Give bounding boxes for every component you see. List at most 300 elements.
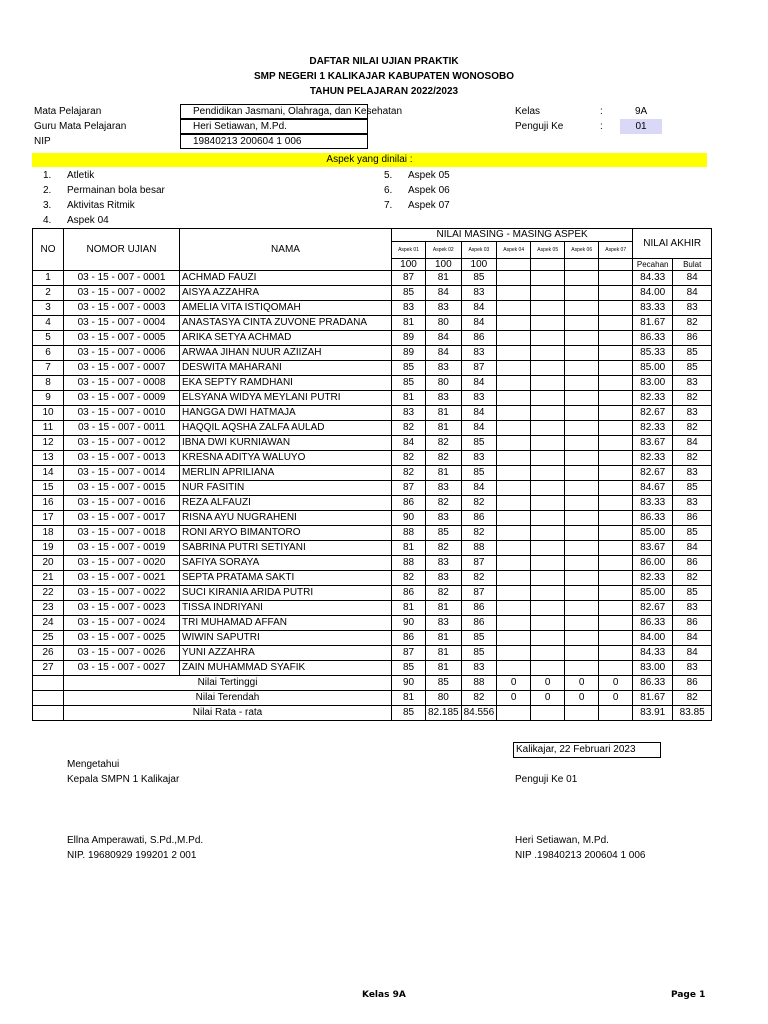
cell-aspek-01: 81 <box>392 691 426 706</box>
cell-nomor-ujian: 03 - 15 - 007 - 0005 <box>64 331 180 346</box>
cell-aspek-07 <box>599 286 633 301</box>
cell-aspek-03: 83 <box>461 661 497 676</box>
cell-aspek-04 <box>497 391 531 406</box>
cell-aspek-04 <box>497 316 531 331</box>
table-row <box>33 391 712 406</box>
table-row <box>33 406 712 421</box>
cell-aspek-06 <box>565 286 599 301</box>
cell-pecahan: 83.67 <box>633 541 673 556</box>
cell-nomor-ujian: 03 - 15 - 007 - 0027 <box>64 661 180 676</box>
cell-aspek-07 <box>599 301 633 316</box>
cell-bulat: 82 <box>673 451 712 466</box>
cell-aspek-07 <box>599 706 633 721</box>
header-bulat: Bulat <box>673 259 712 271</box>
table-row <box>33 601 712 616</box>
cell-aspek-07 <box>599 586 633 601</box>
summary-label: Nilai Tertinggi <box>64 676 392 691</box>
cell-aspek-01: 83 <box>392 406 426 421</box>
cell-aspek-01: 86 <box>392 496 426 511</box>
cell-aspek-04 <box>497 586 531 601</box>
cell-no: 12 <box>33 436 64 451</box>
guru-value: Heri Setiawan, M.Pd. <box>180 119 368 134</box>
cell-bulat: 85 <box>673 481 712 496</box>
cell-aspek-02: 80 <box>426 316 462 331</box>
cell-aspek-04 <box>497 451 531 466</box>
cell-pecahan: 84.67 <box>633 481 673 496</box>
cell-aspek-05 <box>531 271 565 286</box>
cell-aspek-04 <box>497 601 531 616</box>
cell-aspek-03: 83 <box>461 451 497 466</box>
cell-no: 16 <box>33 496 64 511</box>
cell-aspek-03: 83 <box>461 286 497 301</box>
cell-aspek-04: 0 <box>497 691 531 706</box>
cell-bulat: 82 <box>673 691 712 706</box>
cell-no: 15 <box>33 481 64 496</box>
cell-aspek-07 <box>599 421 633 436</box>
cell-aspek-01: 87 <box>392 481 426 496</box>
cell-no: 1 <box>33 271 64 286</box>
cell-aspek-01: 85 <box>392 361 426 376</box>
cell-aspek-01: 90 <box>392 511 426 526</box>
cell-aspek-05 <box>531 286 565 301</box>
cell-aspek-04 <box>497 511 531 526</box>
cell-nomor-ujian: 03 - 15 - 007 - 0021 <box>64 571 180 586</box>
place-date: Kalikajar, 22 Februari 2023 <box>513 742 661 758</box>
cell-no: 9 <box>33 391 64 406</box>
cell-aspek-05 <box>531 706 565 721</box>
cell-aspek-01: 88 <box>392 526 426 541</box>
cell-aspek-03: 86 <box>461 331 497 346</box>
cell-no: 10 <box>33 406 64 421</box>
cell-pecahan: 81.67 <box>633 691 673 706</box>
cell-no: 21 <box>33 571 64 586</box>
cell-nama: KRESNA ADITYA WALUYO <box>180 451 392 466</box>
cell-aspek-02: 83 <box>426 481 462 496</box>
aspect-header: Aspek 04 <box>497 242 531 259</box>
cell-aspek-03: 86 <box>461 601 497 616</box>
cell-aspek-02: 83 <box>426 571 462 586</box>
cell-aspek-03: 85 <box>461 466 497 481</box>
cell-nomor-ujian: 03 - 15 - 007 - 0016 <box>64 496 180 511</box>
cell-nomor-ujian: 03 - 15 - 007 - 0025 <box>64 631 180 646</box>
table-row <box>33 511 712 526</box>
cell-aspek-06 <box>565 631 599 646</box>
footer-kelas: Kelas 9A <box>362 990 406 1000</box>
cell-bulat: 86 <box>673 676 712 691</box>
cell-aspek-03: 88 <box>461 541 497 556</box>
table-row <box>33 451 712 466</box>
cell-nomor-ujian: 03 - 15 - 007 - 0006 <box>64 346 180 361</box>
cell-aspek-04 <box>497 556 531 571</box>
cell-aspek-05 <box>531 421 565 436</box>
cell-nomor-ujian: 03 - 15 - 007 - 0019 <box>64 541 180 556</box>
guru-label: Guru Mata Pelajaran <box>34 121 127 132</box>
cell-nomor-ujian: 03 - 15 - 007 - 0015 <box>64 481 180 496</box>
cell-no: 6 <box>33 346 64 361</box>
cell-aspek-03: 82 <box>461 496 497 511</box>
cell-nama: AISYA AZZAHRA <box>180 286 392 301</box>
cell-no: 8 <box>33 376 64 391</box>
table-row <box>33 331 712 346</box>
cell-nama: SABRINA PUTRI SETIYANI <box>180 541 392 556</box>
kelas-label: Kelas <box>515 106 541 117</box>
cell-nomor-ujian: 03 - 15 - 007 - 0020 <box>64 556 180 571</box>
cell-aspek-06 <box>565 376 599 391</box>
cell-pecahan: 82.67 <box>633 601 673 616</box>
cell-aspek-02: 83 <box>426 616 462 631</box>
cell-aspek-02: 82 <box>426 541 462 556</box>
cell-aspek-05 <box>531 316 565 331</box>
cell-aspek-04 <box>497 271 531 286</box>
cell-aspek-01: 81 <box>392 541 426 556</box>
cell-aspek-07 <box>599 526 633 541</box>
aspek-no: 5. <box>384 170 393 181</box>
cell-aspek-05 <box>531 571 565 586</box>
cell-aspek-07 <box>599 466 633 481</box>
grade-body <box>33 271 712 721</box>
cell-bulat: 83 <box>673 466 712 481</box>
cell-aspek-01: 85 <box>392 286 426 301</box>
cell-aspek-01: 81 <box>392 391 426 406</box>
cell-aspek-04 <box>497 406 531 421</box>
cell-aspek-05 <box>531 406 565 421</box>
cell-no: 20 <box>33 556 64 571</box>
cell-aspek-04 <box>497 541 531 556</box>
cell-bulat: 83.85 <box>673 706 712 721</box>
cell-no: 4 <box>33 316 64 331</box>
cell-aspek-06: 0 <box>565 691 599 706</box>
cell-no: 26 <box>33 646 64 661</box>
summary-row <box>33 706 712 721</box>
cell-pecahan: 85.00 <box>633 586 673 601</box>
cell-aspek-06 <box>565 601 599 616</box>
cell-aspek-05 <box>531 466 565 481</box>
cell-aspek-05 <box>531 376 565 391</box>
cell-aspek-01: 83 <box>392 301 426 316</box>
cell-aspek-05 <box>531 331 565 346</box>
cell-aspek-02: 80 <box>426 376 462 391</box>
table-row <box>33 556 712 571</box>
cell-aspek-05 <box>531 661 565 676</box>
cell-bulat: 82 <box>673 391 712 406</box>
cell-aspek-03: 86 <box>461 616 497 631</box>
cell-no: 13 <box>33 451 64 466</box>
aspek-no: 7. <box>384 200 393 211</box>
cell-nomor-ujian: 03 - 15 - 007 - 0017 <box>64 511 180 526</box>
aspect-weight: 100 <box>426 259 462 271</box>
cell-nama: ACHMAD FAUZI <box>180 271 392 286</box>
cell-aspek-03: 83 <box>461 391 497 406</box>
cell-aspek-01: 81 <box>392 601 426 616</box>
cell-aspek-02: 81 <box>426 646 462 661</box>
aspect-header: Aspek 03 <box>461 242 497 259</box>
cell-aspek-01: 87 <box>392 271 426 286</box>
cell-bulat: 86 <box>673 331 712 346</box>
cell-aspek-01: 85 <box>392 706 426 721</box>
cell-aspek-03: 84 <box>461 421 497 436</box>
cell-aspek-06 <box>565 556 599 571</box>
cell-nomor-ujian: 03 - 15 - 007 - 0003 <box>64 301 180 316</box>
cell-aspek-02: 84 <box>426 346 462 361</box>
cell-pecahan: 83.67 <box>633 436 673 451</box>
cell-nomor-ujian: 03 - 15 - 007 - 0002 <box>64 286 180 301</box>
cell-no: 23 <box>33 601 64 616</box>
cell-nama: SUCI KIRANIA ARIDA PUTRI <box>180 586 392 601</box>
guru-nip: NIP .19840213 200604 1 006 <box>515 850 646 861</box>
cell-nama: IBNA DWI KURNIAWAN <box>180 436 392 451</box>
cell-bulat: 83 <box>673 601 712 616</box>
header-nilai-akhir: NILAI AKHIR <box>633 229 712 259</box>
aspect-header: Aspek 01 <box>392 242 426 259</box>
cell-aspek-06 <box>565 571 599 586</box>
cell-nama: MERLIN APRILIANA <box>180 466 392 481</box>
cell-no: 11 <box>33 421 64 436</box>
aspect-header: Aspek 05 <box>531 242 565 259</box>
aspect-header: Aspek 07 <box>599 242 633 259</box>
cell-nomor-ujian: 03 - 15 - 007 - 0007 <box>64 361 180 376</box>
cell-aspek-07 <box>599 406 633 421</box>
cell-pecahan: 81.67 <box>633 316 673 331</box>
table-row <box>33 421 712 436</box>
aspek-name: Atletik <box>67 170 95 181</box>
cell-aspek-07 <box>599 391 633 406</box>
cell-bulat: 83 <box>673 301 712 316</box>
school-name: SMP NEGERI 1 KALIKAJAR KABUPATEN WONOSOBO <box>253 71 515 82</box>
cell-aspek-04: 0 <box>497 676 531 691</box>
cell-bulat: 82 <box>673 316 712 331</box>
cell-aspek-06: 0 <box>565 676 599 691</box>
mengetahui-label: Mengetahui <box>67 759 120 770</box>
cell-aspek-02: 83 <box>426 361 462 376</box>
header-nilai-masing: NILAI MASING - MASING ASPEK <box>392 229 633 242</box>
aspect-weight <box>565 259 599 271</box>
cell-aspek-06 <box>565 511 599 526</box>
cell-aspek-05 <box>531 646 565 661</box>
cell-nomor-ujian: 03 - 15 - 007 - 0018 <box>64 526 180 541</box>
cell-nama: EKA SEPTY RAMDHANI <box>180 376 392 391</box>
mapel-label: Mata Pelajaran <box>34 106 102 117</box>
cell-nama: TRI MUHAMAD AFFAN <box>180 616 392 631</box>
cell-aspek-02: 81 <box>426 601 462 616</box>
cell-nomor-ujian: 03 - 15 - 007 - 0026 <box>64 646 180 661</box>
cell-aspek-07 <box>599 511 633 526</box>
cell-aspek-06 <box>565 661 599 676</box>
cell-nomor-ujian: 03 - 15 - 007 - 0010 <box>64 406 180 421</box>
cell-pecahan: 84.33 <box>633 646 673 661</box>
cell-pecahan: 85.00 <box>633 361 673 376</box>
cell-aspek-05 <box>531 451 565 466</box>
cell-aspek-07 <box>599 436 633 451</box>
cell-aspek-07 <box>599 571 633 586</box>
cell-aspek-02: 82 <box>426 451 462 466</box>
cell-aspek-03: 83 <box>461 346 497 361</box>
aspek-name: Aspek 06 <box>408 185 450 196</box>
cell-no: 27 <box>33 661 64 676</box>
cell-no: 14 <box>33 466 64 481</box>
cell-nama: ARIKA SETYA ACHMAD <box>180 331 392 346</box>
table-row <box>33 286 712 301</box>
summary-blank <box>33 706 64 721</box>
guru-name: Heri Setiawan, M.Pd. <box>515 835 609 846</box>
cell-bulat: 85 <box>673 526 712 541</box>
header-nomor-ujian: NOMOR UJIAN <box>64 229 180 271</box>
cell-aspek-03: 88 <box>461 676 497 691</box>
cell-aspek-02: 81 <box>426 466 462 481</box>
cell-aspek-04 <box>497 376 531 391</box>
aspek-name: Permainan bola besar <box>67 185 165 196</box>
cell-nama: REZA ALFAUZI <box>180 496 392 511</box>
aspek-name: Aspek 04 <box>67 215 109 226</box>
cell-aspek-01: 89 <box>392 346 426 361</box>
cell-nomor-ujian: 03 - 15 - 007 - 0008 <box>64 376 180 391</box>
cell-aspek-04 <box>497 361 531 376</box>
header-nama: NAMA <box>180 229 392 271</box>
cell-aspek-05 <box>531 616 565 631</box>
table-row <box>33 616 712 631</box>
cell-aspek-06 <box>565 421 599 436</box>
cell-no: 3 <box>33 301 64 316</box>
cell-nomor-ujian: 03 - 15 - 007 - 0024 <box>64 616 180 631</box>
cell-bulat: 83 <box>673 496 712 511</box>
doc-title: DAFTAR NILAI UJIAN PRAKTIK <box>309 56 459 67</box>
table-row <box>33 541 712 556</box>
cell-aspek-05 <box>531 541 565 556</box>
cell-aspek-04 <box>497 301 531 316</box>
cell-aspek-06 <box>565 406 599 421</box>
cell-aspek-07 <box>599 496 633 511</box>
cell-aspek-03: 85 <box>461 271 497 286</box>
cell-pecahan: 82.67 <box>633 406 673 421</box>
cell-aspek-07 <box>599 316 633 331</box>
cell-pecahan: 82.33 <box>633 571 673 586</box>
cell-aspek-02: 83 <box>426 391 462 406</box>
cell-no: 22 <box>33 586 64 601</box>
footer-page: Page 1 <box>671 990 706 1000</box>
cell-aspek-02: 82 <box>426 436 462 451</box>
cell-aspek-07 <box>599 601 633 616</box>
cell-aspek-05 <box>531 496 565 511</box>
header-pecahan: Pecahan <box>633 259 673 271</box>
cell-aspek-04 <box>497 661 531 676</box>
cell-aspek-06 <box>565 301 599 316</box>
summary-blank <box>33 676 64 691</box>
cell-aspek-04 <box>497 496 531 511</box>
cell-nomor-ujian: 03 - 15 - 007 - 0001 <box>64 271 180 286</box>
cell-nama: NUR FASITIN <box>180 481 392 496</box>
cell-aspek-07 <box>599 556 633 571</box>
cell-nama: SAFIYA SORAYA <box>180 556 392 571</box>
cell-bulat: 84 <box>673 646 712 661</box>
cell-nama: TISSA INDRIYANI <box>180 601 392 616</box>
cell-aspek-06 <box>565 646 599 661</box>
cell-bulat: 84 <box>673 541 712 556</box>
cell-aspek-03: 84 <box>461 316 497 331</box>
cell-aspek-03: 84 <box>461 301 497 316</box>
cell-aspek-07 <box>599 481 633 496</box>
cell-bulat: 85 <box>673 346 712 361</box>
table-row <box>33 481 712 496</box>
cell-aspek-07 <box>599 271 633 286</box>
kelas-colon: : <box>600 106 603 117</box>
cell-pecahan: 84.00 <box>633 286 673 301</box>
cell-bulat: 83 <box>673 376 712 391</box>
cell-aspek-04 <box>497 616 531 631</box>
cell-aspek-02: 84 <box>426 286 462 301</box>
cell-nama: ARWAA JIHAN NUUR AZIIZAH <box>180 346 392 361</box>
table-row <box>33 661 712 676</box>
cell-aspek-07: 0 <box>599 691 633 706</box>
cell-aspek-04 <box>497 631 531 646</box>
cell-nomor-ujian: 03 - 15 - 007 - 0012 <box>64 436 180 451</box>
cell-aspek-01: 85 <box>392 661 426 676</box>
cell-nama: AMELIA VITA ISTIQOMAH <box>180 301 392 316</box>
cell-pecahan: 84.33 <box>633 271 673 286</box>
school-year: TAHUN PELAJARAN 2022/2023 <box>309 86 459 97</box>
aspek-no: 6. <box>384 185 393 196</box>
cell-aspek-02: 83 <box>426 301 462 316</box>
kepala-nip: NIP. 19680929 199201 2 001 <box>67 850 197 861</box>
aspect-weight <box>531 259 565 271</box>
cell-no: 19 <box>33 541 64 556</box>
cell-aspek-02: 80 <box>426 691 462 706</box>
aspek-no: 1. <box>43 170 52 181</box>
cell-aspek-01: 82 <box>392 571 426 586</box>
cell-aspek-01: 81 <box>392 316 426 331</box>
table-row <box>33 631 712 646</box>
cell-aspek-05 <box>531 511 565 526</box>
cell-nomor-ujian: 03 - 15 - 007 - 0004 <box>64 316 180 331</box>
cell-no: 7 <box>33 361 64 376</box>
cell-aspek-05 <box>531 526 565 541</box>
cell-pecahan: 86.33 <box>633 676 673 691</box>
cell-pecahan: 82.67 <box>633 466 673 481</box>
cell-bulat: 86 <box>673 511 712 526</box>
cell-aspek-03: 85 <box>461 436 497 451</box>
cell-aspek-06 <box>565 331 599 346</box>
cell-aspek-02: 83 <box>426 511 462 526</box>
cell-aspek-07 <box>599 631 633 646</box>
cell-pecahan: 83.91 <box>633 706 673 721</box>
cell-aspek-04 <box>497 646 531 661</box>
cell-aspek-03: 84 <box>461 481 497 496</box>
cell-aspek-03: 86 <box>461 511 497 526</box>
cell-aspek-06 <box>565 451 599 466</box>
cell-no: 17 <box>33 511 64 526</box>
cell-aspek-01: 90 <box>392 616 426 631</box>
cell-aspek-06 <box>565 496 599 511</box>
table-row <box>33 646 712 661</box>
cell-aspek-05 <box>531 631 565 646</box>
cell-bulat: 82 <box>673 421 712 436</box>
cell-aspek-06 <box>565 346 599 361</box>
cell-aspek-05 <box>531 391 565 406</box>
summary-row <box>33 676 712 691</box>
cell-aspek-01: 82 <box>392 451 426 466</box>
penguji-value: 01 <box>620 119 662 134</box>
cell-pecahan: 82.33 <box>633 421 673 436</box>
cell-pecahan: 86.33 <box>633 616 673 631</box>
aspek-no: 2. <box>43 185 52 196</box>
nip-label: NIP <box>34 136 51 147</box>
cell-aspek-02: 83 <box>426 556 462 571</box>
cell-aspek-07 <box>599 616 633 631</box>
cell-aspek-07 <box>599 451 633 466</box>
cell-nomor-ujian: 03 - 15 - 007 - 0009 <box>64 391 180 406</box>
cell-aspek-03: 82 <box>461 571 497 586</box>
cell-pecahan: 83.33 <box>633 301 673 316</box>
cell-aspek-02: 84 <box>426 331 462 346</box>
aspect-header: Aspek 02 <box>426 242 462 259</box>
